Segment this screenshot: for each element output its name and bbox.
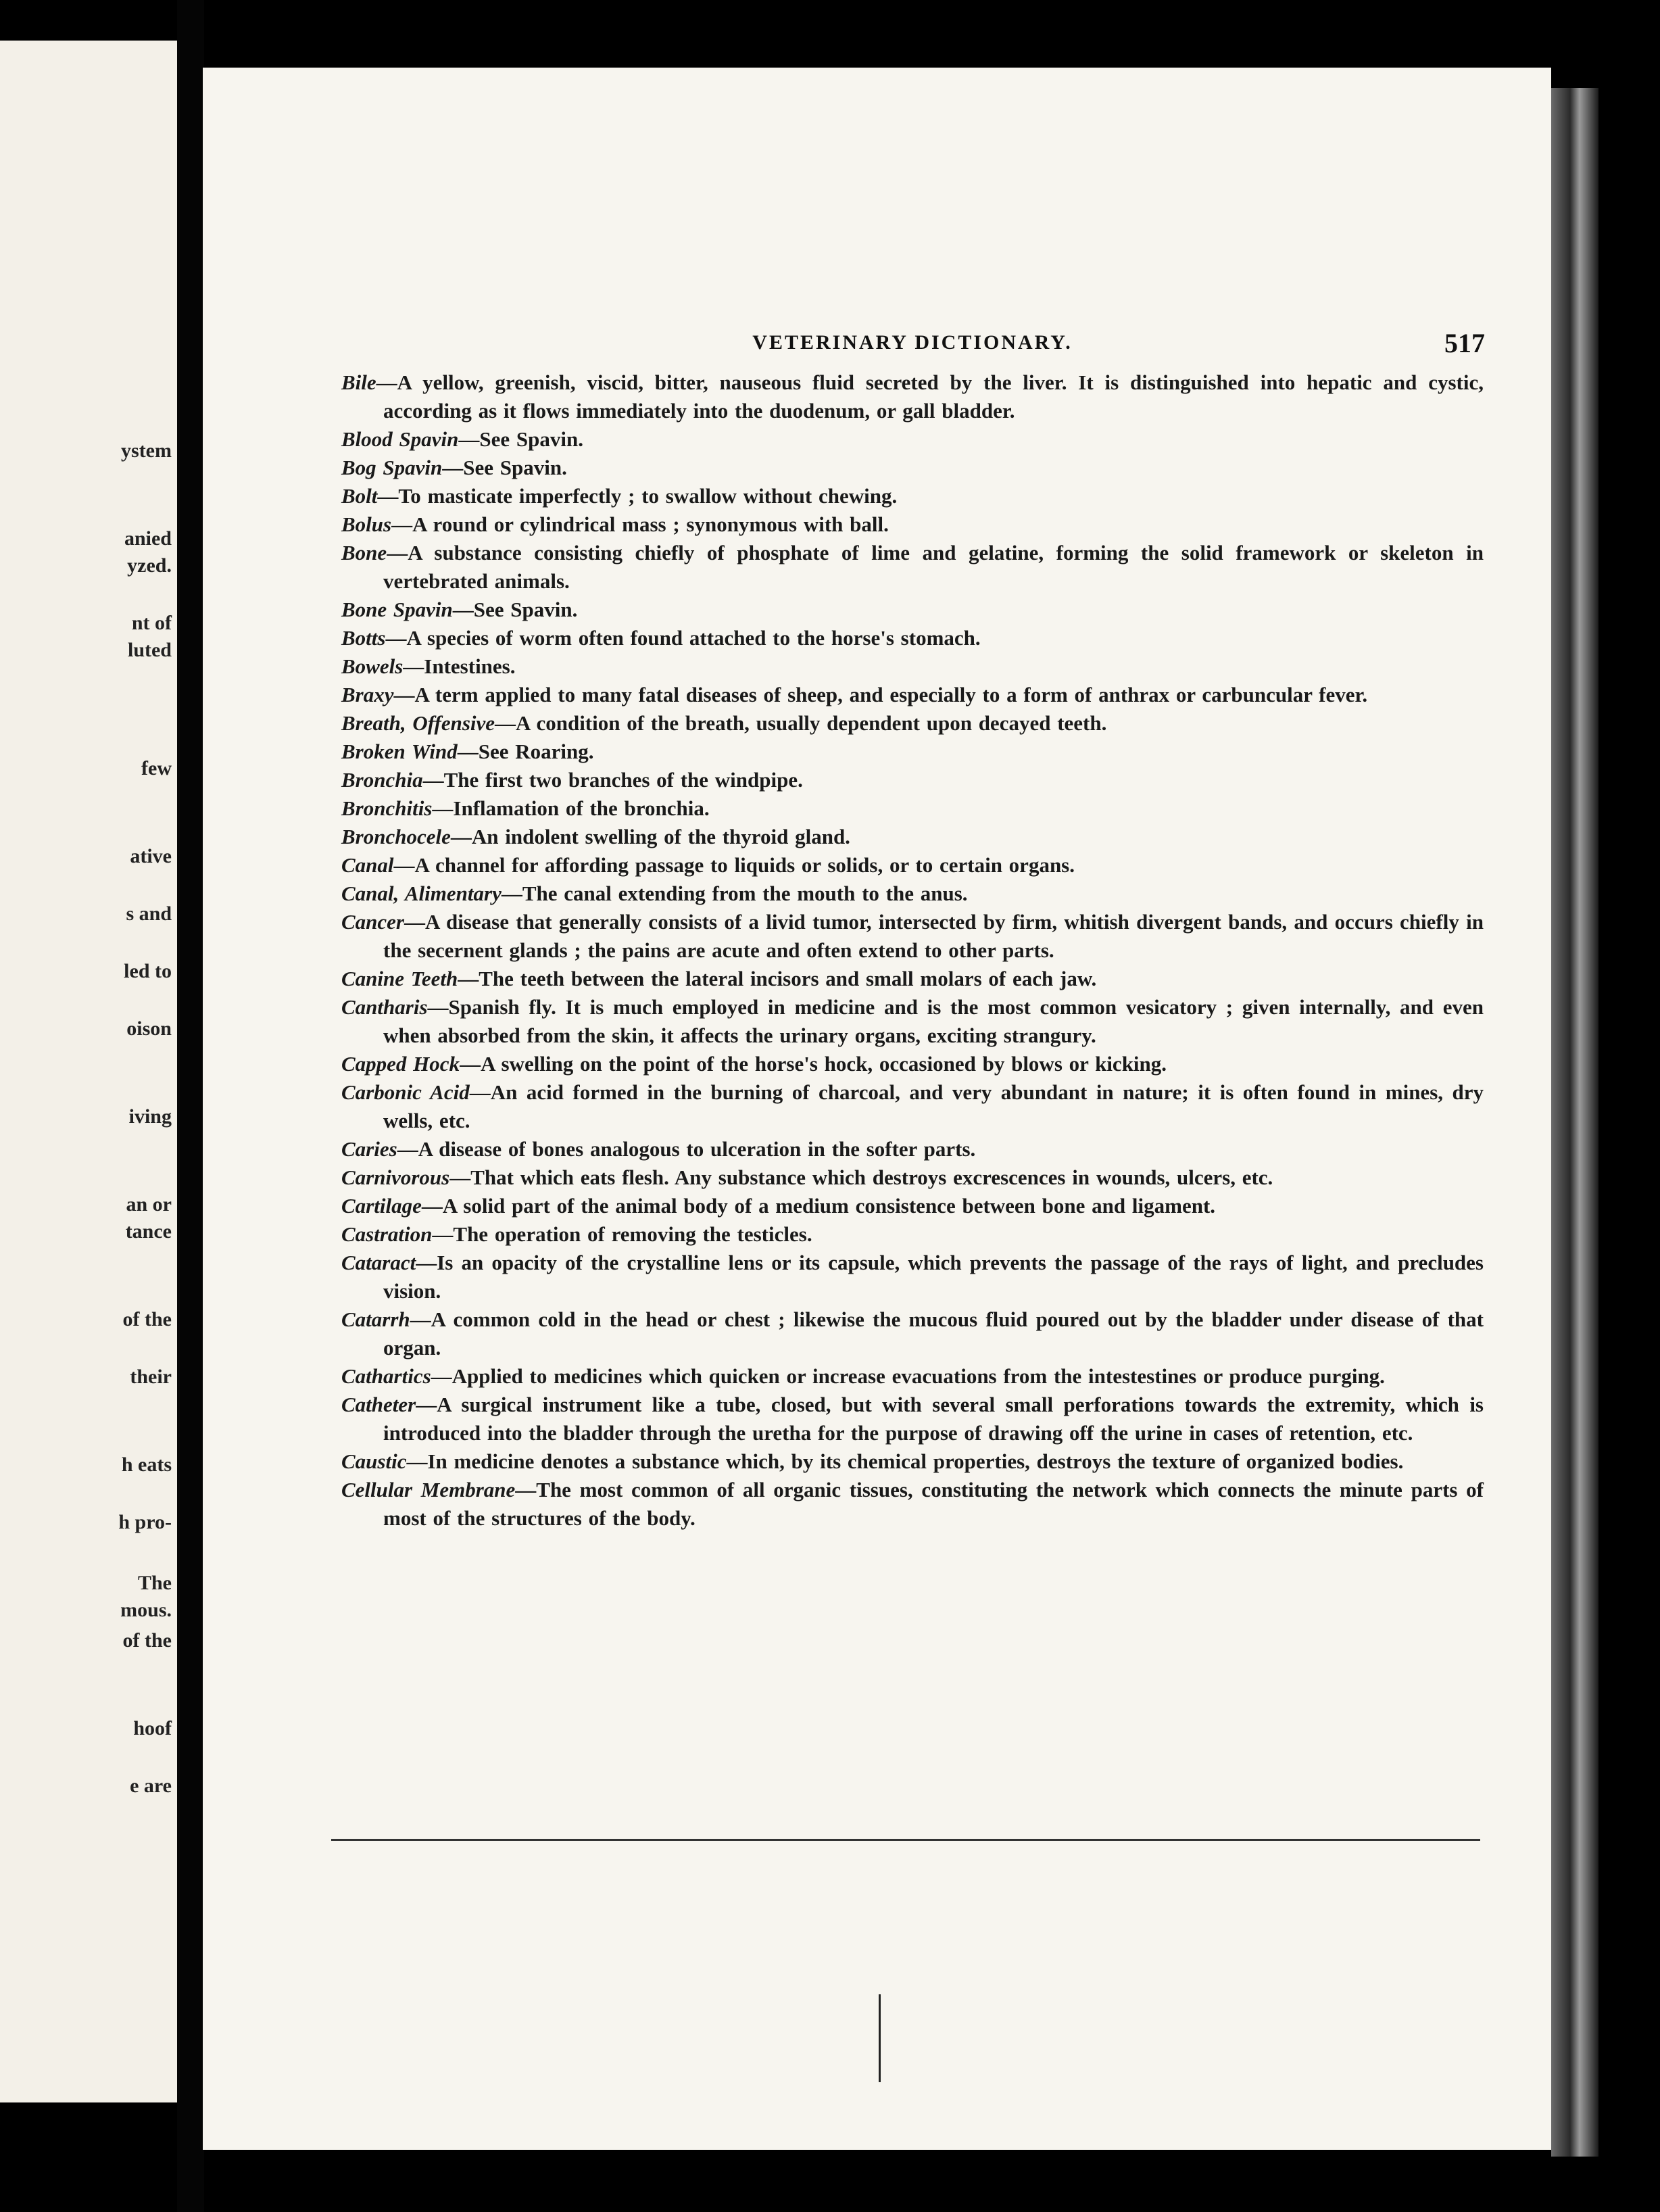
entry-term: Bolus xyxy=(341,512,392,536)
dictionary-entry xyxy=(341,1447,1484,1476)
left-page-fragment: few xyxy=(141,757,172,779)
entry-term: Carbonic Acid xyxy=(341,1080,470,1104)
entry-definition: —A yellow, greenish, viscid, bitter, nauseous fluid secreted by the liver. It is distinguished into hepatic and cystic, according as it flows immediately into the duodenum, or gall bladder. xyxy=(376,370,1484,423)
entry-term: Bowels xyxy=(341,654,404,678)
entry-term: Cellular Membrane xyxy=(341,1478,516,1501)
dictionary-entry xyxy=(341,681,1484,709)
entry-term: Bronchia xyxy=(341,768,423,792)
dictionary-entry xyxy=(341,539,1484,596)
entry-term: Bronchitis xyxy=(341,796,433,820)
left-page-fragment: tance xyxy=(125,1220,172,1243)
entry-term: Caries xyxy=(341,1137,397,1161)
left-page-fragment: h pro- xyxy=(118,1511,172,1533)
dictionary-entry xyxy=(341,1476,1484,1533)
entry-definition: —A channel for affording passage to liquids or solids, or to certain organs. xyxy=(393,853,1075,877)
entry-term: Breath, Offensive xyxy=(341,711,495,735)
entry-term: Castration xyxy=(341,1222,433,1246)
entry-definition: —The canal extending from the mouth to the anus. xyxy=(501,882,968,905)
dictionary-entry xyxy=(341,738,1484,766)
entry-term: Canal xyxy=(341,853,394,877)
entry-term: Catarrh xyxy=(341,1307,410,1331)
entry-definition: —The first two branches of the windpipe. xyxy=(422,768,803,792)
dictionary-entry xyxy=(341,794,1484,823)
left-page-fragment: The xyxy=(137,1572,172,1594)
entry-definition: —A term applied to many fatal diseases of sheep, and especially to a form of anthrax or carbuncular fever. xyxy=(393,683,1368,706)
dictionary-entry xyxy=(341,880,1484,908)
dictionary-entry xyxy=(341,709,1484,738)
entry-definition: —See Spavin. xyxy=(458,427,584,451)
entry-definition: —The operation of removing the testicles. xyxy=(432,1222,812,1246)
entry-definition: —See Roaring. xyxy=(457,740,594,763)
entry-term: Bog Spavin xyxy=(341,456,443,479)
dictionary-entry xyxy=(341,425,1484,454)
entry-term: Catheter xyxy=(341,1393,416,1416)
dictionary-entry xyxy=(341,766,1484,794)
dictionary-entry xyxy=(341,908,1484,965)
left-page-fragment: nt of xyxy=(131,612,172,634)
entry-definition: —An acid formed in the burning of charcoal, and very abundant in nature; it is often found in mines, dry wells, etc. xyxy=(383,1080,1484,1132)
left-page-fragment: ystem xyxy=(121,439,172,462)
left-page-fragment: iving xyxy=(128,1105,172,1128)
entry-definition: —That which eats flesh. Any substance which destroys excrescences in wounds, ulcers, etc. xyxy=(449,1165,1273,1189)
entry-term: Cartilage xyxy=(341,1194,422,1218)
entry-term: Carnivorous xyxy=(341,1165,450,1189)
entry-term: Cancer xyxy=(341,910,404,934)
left-page-fragment: hoof xyxy=(133,1717,172,1739)
entry-term: Bronchocele xyxy=(341,825,451,848)
left-page-fragment: h eats xyxy=(121,1453,172,1476)
entry-term: Bolt xyxy=(341,484,378,508)
dictionary-entries xyxy=(341,368,1484,1533)
left-page-fragment: of the xyxy=(122,1308,172,1330)
entry-term: Braxy xyxy=(341,683,394,706)
dictionary-entry xyxy=(341,510,1484,539)
entry-definition: —The teeth between the lateral incisors and small molars of each jaw. xyxy=(458,967,1097,990)
left-page-fragment: s and xyxy=(126,903,172,925)
entry-term: Broken Wind xyxy=(341,740,458,763)
running-head: VETERINARY DICTIONARY. xyxy=(752,331,1073,354)
entry-definition: —A species of worm often found attached to the horse's stomach. xyxy=(385,626,981,650)
entry-definition: —A round or cylindrical mass ; synonymous with ball. xyxy=(391,512,889,536)
entry-definition: —Applied to medicines which quicken or increase evacuations from the intestestines or produce purging. xyxy=(431,1364,1385,1388)
entry-definition: —A surgical instrument like a tube, closed, but with several small perforations towards the extremity, which is introduced into the bladder through the uretha for the purpose of drawing off the urine in cases of retention, etc. xyxy=(383,1393,1484,1445)
page-edge xyxy=(1551,88,1598,2157)
bottom-rule xyxy=(331,1839,1480,1841)
dictionary-entry xyxy=(341,624,1484,652)
left-page-fragment: anied xyxy=(124,527,172,550)
dictionary-entry xyxy=(341,1362,1484,1391)
left-page-fragment: ative xyxy=(130,845,172,867)
dictionary-entry xyxy=(341,965,1484,993)
entry-term: Caustic xyxy=(341,1449,407,1473)
entry-term: Canal, Alimentary xyxy=(341,882,502,905)
main-page xyxy=(203,68,1551,2150)
page-header xyxy=(335,328,1490,358)
book-spine xyxy=(177,0,204,2212)
entry-definition: —To masticate imperfectly ; to swallow without chewing. xyxy=(377,484,898,508)
dictionary-entry xyxy=(341,1050,1484,1078)
entry-definition: —See Spavin. xyxy=(452,598,578,621)
entry-definition: —An indolent swelling of the thyroid gland. xyxy=(450,825,850,848)
dictionary-entry xyxy=(341,1078,1484,1135)
left-page-fragment: an or xyxy=(126,1193,172,1216)
entry-term: Capped Hock xyxy=(341,1052,460,1076)
entry-term: Canine Teeth xyxy=(341,967,458,990)
dictionary-entry xyxy=(341,652,1484,681)
left-page-fragment: luted xyxy=(127,639,172,661)
dictionary-entry xyxy=(341,596,1484,624)
entry-definition: —The most common of all organic tissues, constituting the network which connects the minute parts of most of the structures of the body. xyxy=(383,1478,1484,1530)
entry-definition: —Intestines. xyxy=(403,654,516,678)
entry-term: Cataract xyxy=(341,1251,416,1274)
entry-definition: —In medicine denotes a substance which, by its chemical properties, destroys the texture of organized bodies. xyxy=(406,1449,1404,1473)
entry-definition: —Is an opacity of the crystalline lens or its capsule, which prevents the passage of the rays of light, and precludes vision. xyxy=(383,1251,1484,1303)
left-page-fragment: oison xyxy=(126,1017,172,1040)
entry-term: Bone xyxy=(341,541,387,564)
entry-term: Cathartics xyxy=(341,1364,431,1388)
entry-definition: —A common cold in the head or chest ; likewise the mucous fluid poured out by the bladder under disease of that organ. xyxy=(383,1307,1484,1360)
dictionary-entry xyxy=(341,454,1484,482)
dictionary-entry xyxy=(341,993,1484,1050)
entry-definition: —A substance consisting chiefly of phosphate of lime and gelatine, forming the solid framework or skeleton in vertebrated animals. xyxy=(383,541,1484,593)
entry-definition: —See Spavin. xyxy=(442,456,567,479)
left-page-fragment: mous. xyxy=(120,1599,172,1621)
dictionary-entry xyxy=(341,823,1484,851)
dictionary-entry xyxy=(341,1192,1484,1220)
entry-term: Botts xyxy=(341,626,386,650)
entry-definition: —Inflamation of the bronchia. xyxy=(432,796,710,820)
dictionary-entry xyxy=(341,1163,1484,1192)
dictionary-entry xyxy=(341,368,1484,425)
left-facing-page xyxy=(0,41,177,2102)
dictionary-entry xyxy=(341,1391,1484,1447)
left-page-fragment: of the xyxy=(122,1629,172,1652)
dictionary-entry xyxy=(341,1305,1484,1362)
entry-term: Bile xyxy=(341,370,376,394)
entry-definition: —A condition of the breath, usually dependent upon decayed teeth. xyxy=(495,711,1107,735)
dictionary-entry xyxy=(341,1220,1484,1249)
entry-term: Blood Spavin xyxy=(341,427,459,451)
page-number: 517 xyxy=(1444,328,1485,358)
entry-definition: —A disease of bones analogous to ulceration in the softer parts. xyxy=(397,1137,976,1161)
dictionary-entry xyxy=(341,482,1484,510)
dictionary-entry xyxy=(341,851,1484,880)
left-page-fragment: yzed. xyxy=(127,554,172,577)
left-page-fragment: led to xyxy=(124,960,172,982)
entry-definition: —A disease that generally consists of a livid tumor, intersected by firm, whitish divergent bands, and occurs chiefly in the secernent glands ; the pains are acute and often extend to other parts. xyxy=(383,910,1484,962)
dictionary-entry xyxy=(341,1135,1484,1163)
entry-term: Cantharis xyxy=(341,995,428,1019)
dictionary-entry xyxy=(341,1249,1484,1305)
entry-definition: —A swelling on the point of the horse's hock, occasioned by blows or kicking. xyxy=(460,1052,1167,1076)
entry-definition: —A solid part of the animal body of a medium consistence between bone and ligament. xyxy=(421,1194,1216,1218)
left-page-fragment: e are xyxy=(130,1775,172,1797)
entry-term: Bone Spavin xyxy=(341,598,453,621)
entry-definition: —Spanish fly. It is much employed in medicine and is the most common vesicatory ; given internally, and even when absorbed from the skin, it affects the urinary organs, exciting strangury. xyxy=(383,995,1484,1047)
left-page-fragment: their xyxy=(130,1366,172,1388)
pencil-mark xyxy=(879,1994,881,2082)
